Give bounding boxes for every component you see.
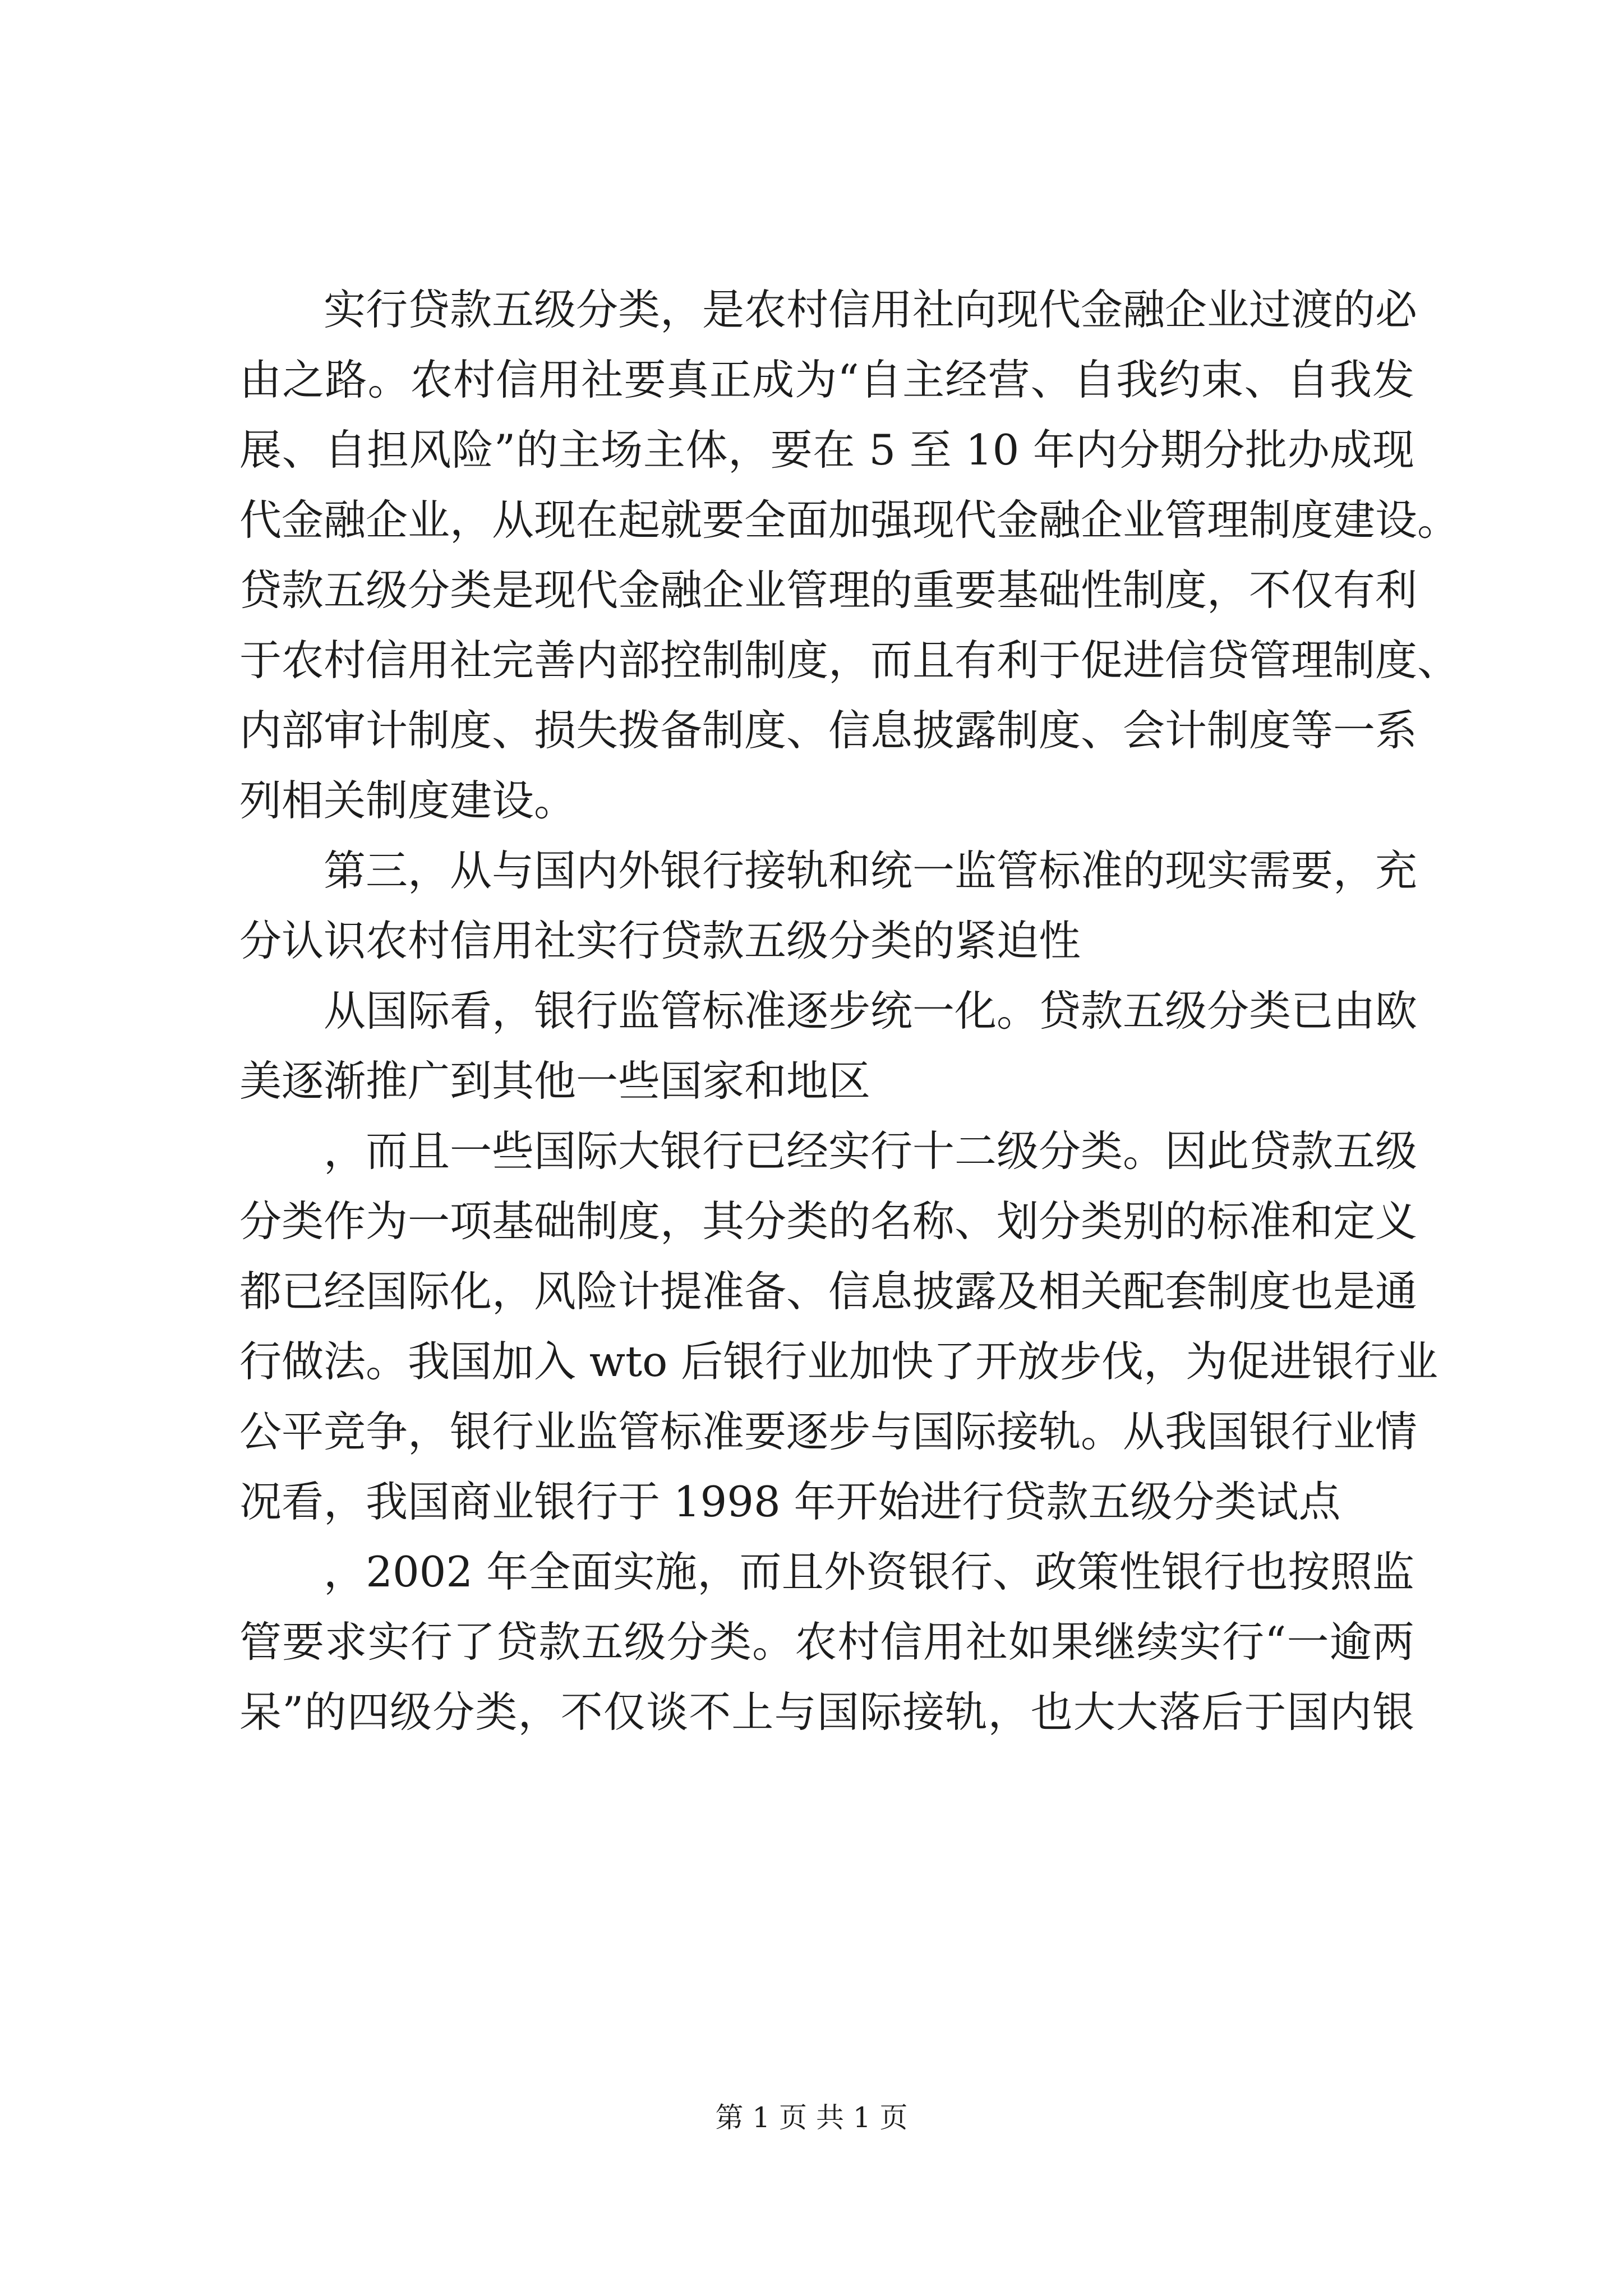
- text-line: 况看，我国商业银行于 1998 年开始进行贷款五级分类试点: [239, 1477, 1341, 1526]
- page-footer: 第 1 页 共 1 页: [715, 2101, 908, 2134]
- text-line: 贷款五级分类是现代金融企业管理的重要基础性制度，不仅有利: [239, 565, 1418, 615]
- text-line: 实行贷款五级分类，是农村信用社向现代金融企业过渡的必: [324, 285, 1418, 334]
- text-line: ，2002 年全面实施，而且外资银行、政策性银行也按照监: [324, 1547, 1414, 1596]
- text-line: 从国际看，银行监管标准逐步统一化。贷款五级分类已由欧: [324, 986, 1418, 1036]
- text-line: 由之路。农村信用社要真正成为“自主经营、自我约束、自我发: [239, 355, 1414, 404]
- text-line: 展、自担风险”的主场主体，要在 5 至 10 年内分期分批办成现: [239, 425, 1414, 475]
- text-line: 分类作为一项基础制度，其分类的名称、划分类别的标准和定义: [239, 1197, 1418, 1246]
- text-line: 公平竞争，银行业监管标准要逐步与国际接轨。从我国银行业情: [239, 1407, 1418, 1456]
- text-line: ，而且一些国际大银行已经实行十二级分类。因此贷款五级: [324, 1126, 1418, 1176]
- text-line: 第三，从与国内外银行接轨和统一监管标准的现实需要，充: [324, 846, 1418, 895]
- text-line: 美逐渐推广到其他一些国家和地区: [239, 1056, 871, 1106]
- text-line: 管要求实行了贷款五级分类。农村信用社如果继续实行“一逾两: [239, 1617, 1414, 1667]
- text-line: 都已经国际化，风险计提准备、信息披露及相关配套制度也是通: [239, 1267, 1418, 1316]
- text-line: 行做法。我国加入 wto 后银行业加快了开放步伐，为促进银行业: [239, 1337, 1438, 1386]
- text-line: 分认识农村信用社实行贷款五级分类的紧迫性: [239, 916, 1081, 965]
- body-text: [239, 275, 1460, 1747]
- text-line: 内部审计制度、损失拨备制度、信息披露制度、会计制度等一系: [239, 706, 1418, 755]
- text-line: 列相关制度建设。: [239, 776, 577, 825]
- text-line: 代金融企业，从现在起就要全面加强现代金融企业管理制度建设。: [239, 495, 1460, 545]
- text-line: 于农村信用社完善内部控制制度，而且有利于促进信贷管理制度、: [239, 636, 1460, 685]
- text-line: 呆”的四级分类，不仅谈不上与国际接轨，也大大落后于国内银: [239, 1687, 1414, 1737]
